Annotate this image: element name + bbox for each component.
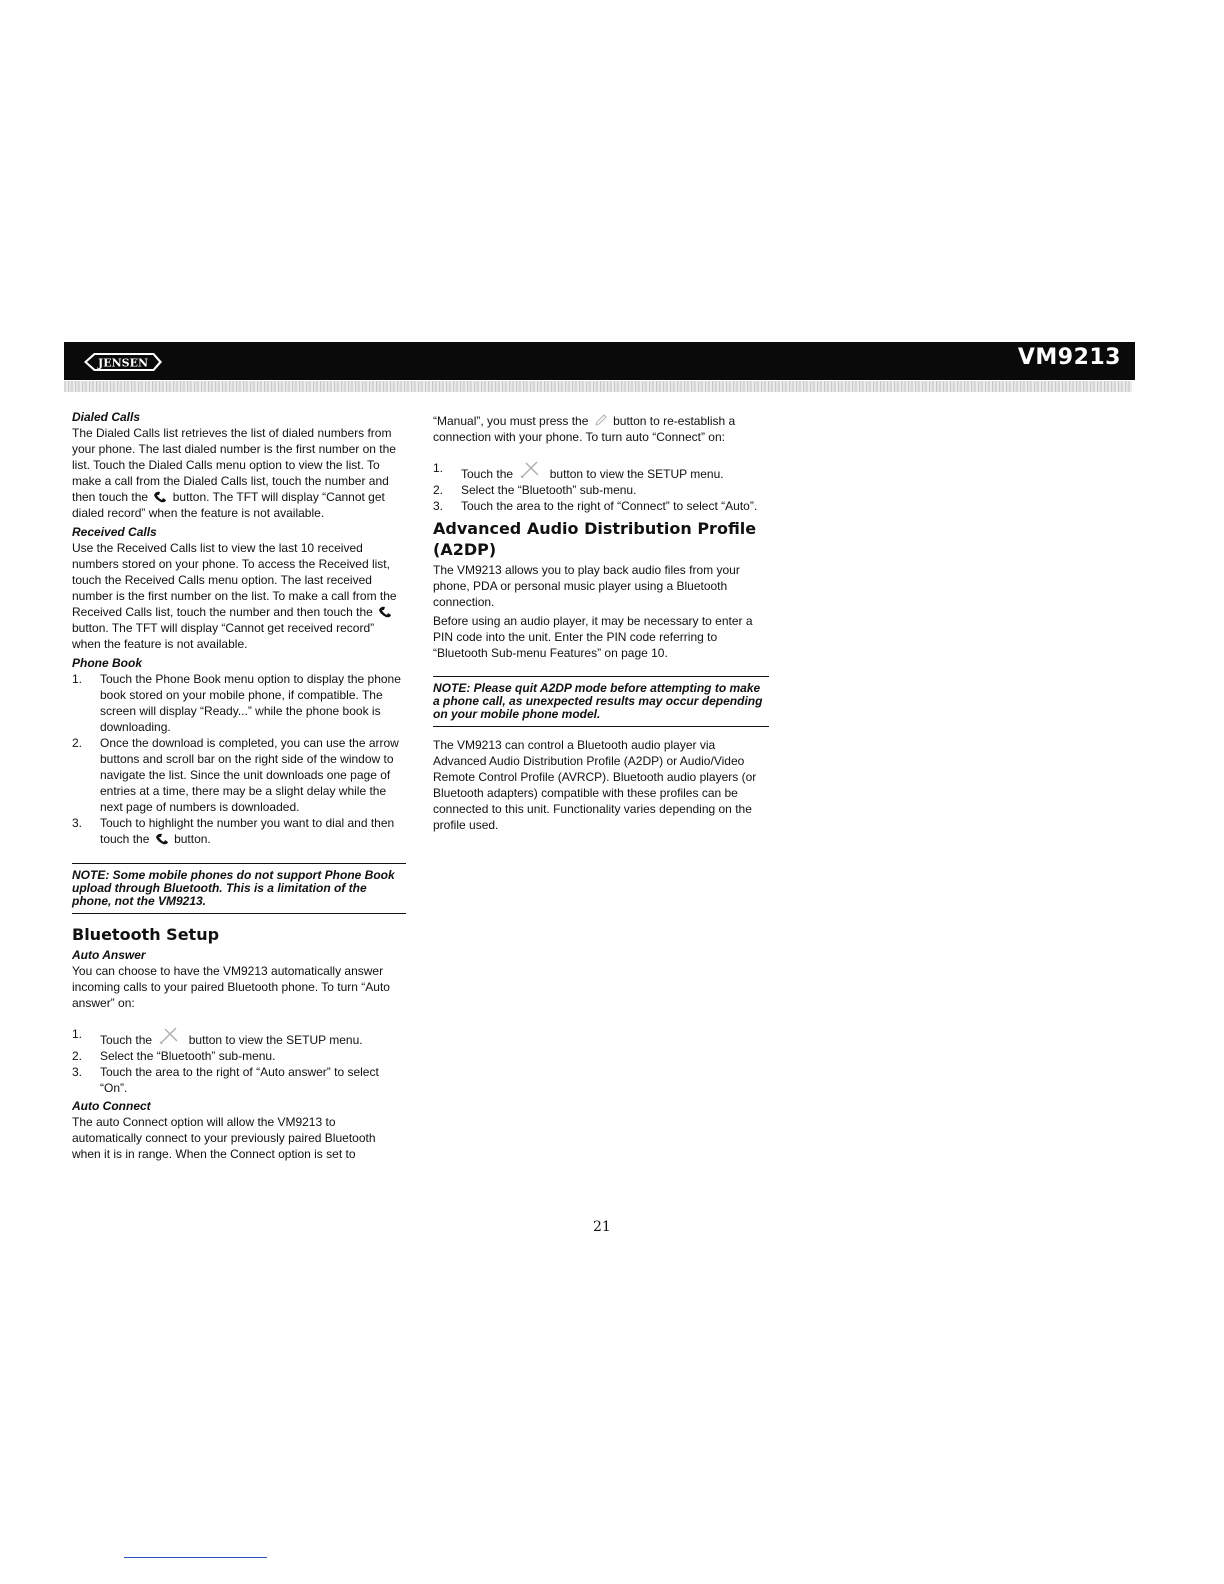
received-calls-p2a: Received Calls list, touch the number and then touch the (72, 605, 373, 619)
step-text: Once the download is completed, you can use the arrow buttons and scroll bar on the right side of the window to navigate the list. Since the unit downloads one page of entries at a time, there may be a slight delay while the next page of numbers is downloaded. (100, 736, 399, 814)
step-number: 2. (72, 1049, 83, 1063)
received-calls-p1: Use the Received Calls list to view the last 10 received numbers stored on your phone. To access the Received list, touch the Received Calls menu option. The last received number is the first number on the list. To make a call from the (72, 541, 397, 603)
a2dp-text-3: The VM9213 can control a Bluetooth audio player via Advanced Audio Distribution Profile (A2DP) or Audio/Video Remote Control Profile (AVRCP). Bluetooth audio players (or Bluetooth adapters) compatible with these profiles can be connected to this unit. Functionality varies depending on the profile used. (433, 738, 757, 832)
step-number: 2. (433, 483, 444, 497)
auto-answer-heading: Auto Answer (72, 948, 146, 962)
continued-text-a: “Manual”, you must press the (433, 414, 589, 428)
step-number: 3. (72, 816, 83, 830)
phone-book-steps (72, 671, 406, 847)
svg-text:JENSEN: JENSEN (97, 356, 149, 370)
step-number: 3. (433, 499, 444, 513)
a2dp-note: NOTE: Please quit A2DP mode before attempting to make a phone call, as unexpected results may occur depending on your mobile phone model. (433, 676, 769, 727)
call-icon (153, 491, 167, 503)
auto-connect-text: The auto Connect option will allow the VM9213 to automatically connect to your previously paired Bluetooth when it is in range. When the Connect option is set to (72, 1115, 376, 1161)
dialed-calls-p2a: then touch the (72, 490, 149, 504)
step-text-b: button to view the SETUP menu. (188, 1033, 363, 1047)
step-text: Select the “Bluetooth” sub-menu. (100, 1049, 276, 1063)
step-text-a: Touch the (100, 1033, 153, 1047)
call-icon (155, 833, 169, 845)
list-item (72, 1026, 406, 1048)
auto-connect-continued (433, 413, 769, 445)
received-calls-p2b: button. The TFT will display “Cannot get received record” when the feature is not available. (72, 621, 375, 651)
dialed-calls-text (72, 425, 406, 521)
list-item (433, 460, 769, 482)
setup-tools-icon (518, 460, 544, 480)
step-text (100, 1026, 406, 1048)
setup-tools-icon (157, 1026, 183, 1046)
footer-rule (124, 1557, 267, 1558)
list-item (72, 815, 406, 847)
call-icon (378, 606, 392, 618)
step-text-b: button to view the SETUP menu. (549, 467, 724, 481)
list-item (72, 1064, 406, 1096)
pencil-icon (594, 413, 608, 427)
a2dp-heading: Advanced Audio Distribution Profile (A2DP) (433, 519, 757, 559)
step-text-c: button. (174, 832, 211, 846)
step-text-a: Touch the (461, 467, 514, 481)
step-number: 1. (72, 1027, 83, 1041)
step-number: 3. (72, 1065, 83, 1079)
list-item (72, 671, 406, 735)
step-text: Touch the Phone Book menu option to display the phone book stored on your mobile phone, if compatible. The screen will display “Ready...” while the phone book is downloading. (100, 672, 401, 734)
step-number: 1. (72, 672, 83, 686)
list-item (72, 1048, 406, 1064)
received-calls-heading: Received Calls (72, 525, 157, 539)
auto-answer-text: You can choose to have the VM9213 automatically answer incoming calls to your paired Bluetooth phone. To turn “Auto answer” on: (72, 964, 390, 1010)
auto-connect-steps (433, 460, 769, 514)
a2dp-text-2: Before using an audio player, it may be necessary to enter a PIN code into the unit. Enter the PIN code referring to “Bluetooth Sub-menu Features” on page 10. (433, 614, 753, 660)
step-text: Select the “Bluetooth” sub-menu. (461, 483, 637, 497)
step-text: Touch the area to the right of “Connect” to select “Auto”. (461, 499, 758, 513)
a2dp-text-1: The VM9213 allows you to play back audio files from your phone, PDA or personal music player using a Bluetooth connection. (433, 563, 740, 609)
header-stripe (64, 381, 1132, 392)
bluetooth-setup-heading: Bluetooth Setup (72, 925, 220, 944)
dialed-calls-p2b: button. The TFT will display “Cannot get dialed record” when the feature is not available. (72, 490, 385, 520)
step-text (100, 815, 406, 847)
dialed-calls-p1: The Dialed Calls list retrieves the list of dialed numbers from your phone. The last dialed number is the first number on the list. Touch the Dialed Calls menu option to view the list. To make a call from the Dialed Calls list, touch the number and (72, 426, 396, 488)
jensen-logo (80, 352, 164, 372)
right-column (433, 413, 769, 836)
dialed-calls-heading: Dialed Calls (72, 410, 141, 424)
step-text: Touch the area to the right of “Auto answer” to select “On”. (100, 1065, 379, 1095)
left-column (72, 409, 406, 1165)
model-title: VM9213 (1017, 345, 1121, 370)
list-item (433, 498, 769, 514)
step-number: 2. (72, 736, 83, 750)
step-text (461, 460, 769, 482)
phone-book-heading: Phone Book (72, 656, 143, 670)
list-item (72, 735, 406, 815)
received-calls-text (72, 540, 406, 652)
step-text-a: Touch to highlight the number you want to dial and then (100, 816, 395, 830)
auto-connect-heading: Auto Connect (72, 1099, 151, 1113)
step-text-b: touch the (100, 832, 150, 846)
phone-book-note: NOTE: Some mobile phones do not support Phone Book upload through Bluetooth. This is a limitation of the phone, not the VM9213. (72, 863, 406, 914)
step-number: 1. (433, 461, 444, 475)
list-item (433, 482, 769, 498)
header-bar (64, 342, 1135, 380)
continued-text-b: button to re-establish a connection with your phone. To turn auto “Connect” on: (433, 414, 736, 444)
page-number: 21 (593, 1219, 611, 1235)
auto-answer-steps (72, 1026, 406, 1096)
